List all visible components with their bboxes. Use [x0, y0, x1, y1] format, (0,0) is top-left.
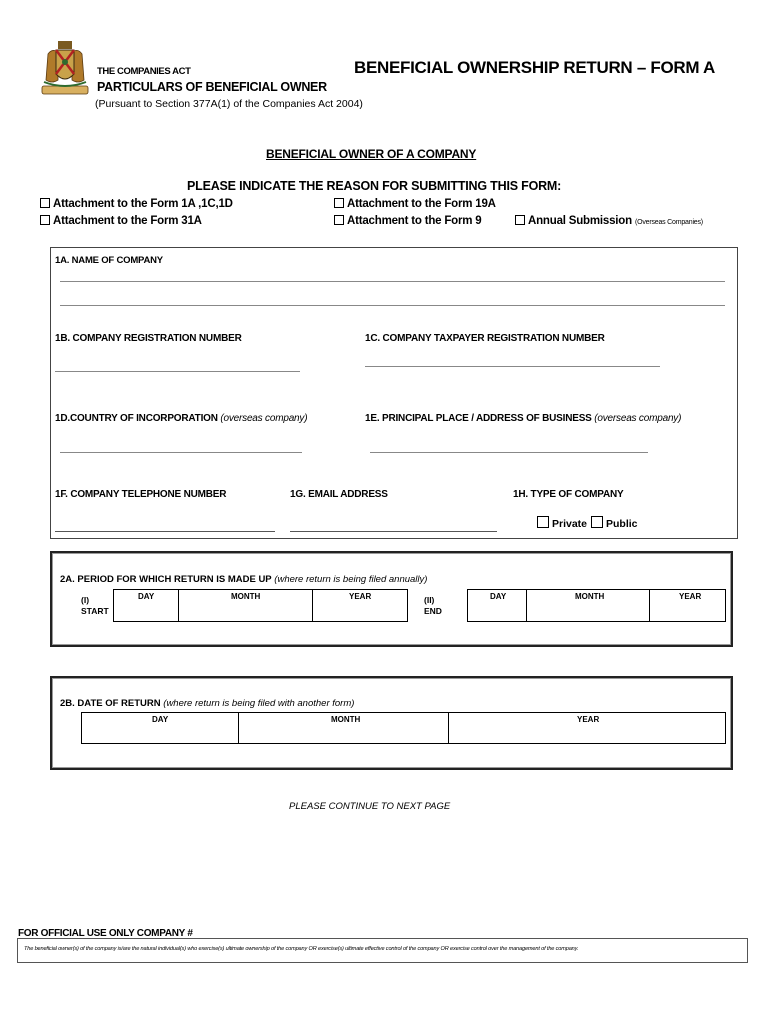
- pursuant-note: (Pursuant to Section 377A(1) of the Companies Act 2004): [95, 98, 363, 110]
- reason-option-form-1a[interactable]: Attachment to the Form 1A ,1C,1D: [40, 198, 233, 210]
- annual-note: (Overseas Companies): [634, 219, 703, 226]
- end-date-grid[interactable]: [467, 589, 726, 622]
- taxpayer-number-label: 1C. COMPANY TAXPAYER REGISTRATION NUMBER: [365, 333, 605, 344]
- principal-place-line[interactable]: [370, 452, 648, 453]
- name-of-company-label: 1A. NAME OF COMPANY: [55, 255, 163, 266]
- checkbox[interactable]: [537, 516, 549, 528]
- end-label: (II) END: [424, 595, 442, 616]
- email-line[interactable]: [290, 531, 497, 532]
- date-of-return-label: 2B. DATE OF RETURN (where return is being filed with another form): [60, 698, 355, 709]
- return-day-header: DAY: [152, 715, 169, 724]
- reason-option-form-19a[interactable]: Attachment to the Form 19A: [334, 198, 496, 210]
- return-year-header: YEAR: [577, 715, 600, 724]
- reason-option-form-31a[interactable]: Attachment to the Form 31A: [40, 215, 202, 227]
- start-month-header: MONTH: [231, 592, 261, 601]
- checkbox[interactable]: [334, 215, 344, 225]
- taxpayer-number-line[interactable]: [365, 366, 660, 367]
- company-type-label: 1H. TYPE OF COMPANY: [513, 489, 624, 500]
- continue-note: PLEASE CONTINUE TO NEXT PAGE: [289, 801, 451, 812]
- start-day-header: DAY: [138, 592, 155, 601]
- coat-of-arms-logo: [38, 40, 92, 98]
- name-of-company-line-2[interactable]: [60, 305, 725, 306]
- return-date-grid[interactable]: [81, 712, 726, 744]
- country-incorporation-line[interactable]: [60, 452, 302, 453]
- registration-number-label: 1B. COMPANY REGISTRATION NUMBER: [55, 333, 242, 344]
- companies-act-label: THE COMPANIES ACT: [97, 66, 191, 77]
- form-subtitle: PARTICULARS OF BENEFICIAL OWNER: [97, 80, 327, 94]
- type-private-option[interactable]: Private: [537, 516, 587, 530]
- email-label: 1G. EMAIL ADDRESS: [290, 489, 388, 500]
- checkbox[interactable]: [40, 215, 50, 225]
- footnote-text: The beneficial owner(s) of the company is/are the natural individual(s) who exercise(s) ultimate ownership of the company OR exercise(s) ultimate effective control of the company OR exercise control over the management of the company.: [24, 946, 579, 952]
- end-year-header: YEAR: [679, 592, 702, 601]
- official-use-label: FOR OFFICIAL USE ONLY COMPANY #: [18, 928, 193, 939]
- start-date-grid[interactable]: [113, 589, 408, 622]
- checkbox[interactable]: [591, 516, 603, 528]
- end-month-header: MONTH: [575, 592, 605, 601]
- period-label: 2A. PERIOD FOR WHICH RETURN IS MADE UP (where return is being filed annually): [60, 574, 428, 585]
- checkbox[interactable]: [40, 198, 50, 208]
- reason-option-annual-submission[interactable]: Annual Submission (Overseas Companies): [515, 215, 703, 227]
- reason-heading: PLEASE INDICATE THE REASON FOR SUBMITTING THIS FORM:: [187, 179, 562, 193]
- country-incorporation-label: 1D.COUNTRY OF INCORPORATION (overseas company): [55, 413, 308, 424]
- telephone-label: 1F. COMPANY TELEPHONE NUMBER: [55, 489, 227, 500]
- name-of-company-line-1[interactable]: [60, 281, 725, 282]
- reason-option-form-9[interactable]: Attachment to the Form 9: [334, 215, 482, 227]
- start-year-header: YEAR: [349, 592, 372, 601]
- form-title: BENEFICIAL OWNERSHIP RETURN – FORM A: [354, 58, 716, 77]
- type-public-option[interactable]: Public: [591, 516, 638, 530]
- end-day-header: DAY: [490, 592, 507, 601]
- checkbox[interactable]: [515, 215, 525, 225]
- registration-number-line[interactable]: [55, 371, 300, 372]
- start-label: (I) START: [81, 595, 109, 616]
- checkbox[interactable]: [334, 198, 344, 208]
- principal-place-label: 1E. PRINCIPAL PLACE / ADDRESS OF BUSINESS (overseas company): [365, 413, 682, 424]
- telephone-line[interactable]: [55, 531, 275, 532]
- return-month-header: MONTH: [331, 715, 361, 724]
- section-heading: BENEFICIAL OWNER OF A COMPANY: [266, 147, 477, 161]
